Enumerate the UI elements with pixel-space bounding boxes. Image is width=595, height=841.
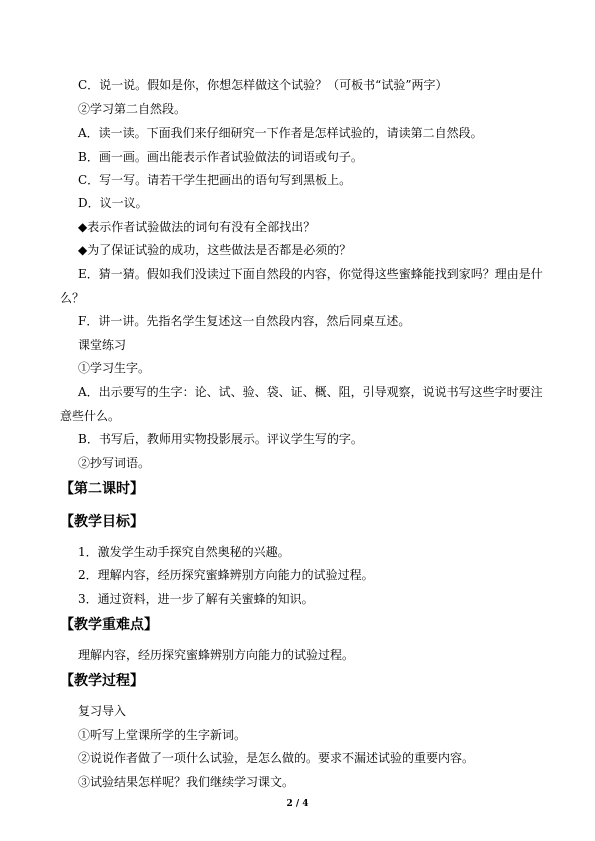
text-line: 意些什么。 — [60, 409, 121, 423]
section-heading: 【教学过程】 — [60, 673, 144, 689]
text-line: ②抄写词语。 — [78, 456, 151, 470]
section-heading: 【教学重难点】 — [60, 617, 158, 633]
text-line: A．读一读。下面我们来仔细研究一下作者是怎样试验的，请读第二自然段。 — [78, 126, 483, 140]
text-line: B．书写后，教师用实物投影展示。评议学生写的字。 — [78, 432, 363, 446]
text-line: 复习导入 — [78, 704, 127, 718]
text-line: 么？ — [60, 291, 85, 305]
section-heading: 【第二课时】 — [60, 481, 144, 497]
text-line: C．说一说。假如是你，你想怎样做这个试验？（可板书“试验”两字） — [78, 78, 448, 92]
text-line: 2．理解内容，经历探究蜜蜂辨别方向能力的试验过程。 — [78, 568, 374, 582]
text-line: 3．通过资料，进一步了解有关蜜蜂的知识。 — [78, 592, 314, 606]
text-line: 1．激发学生动手探究自然奥秘的兴趣。 — [78, 545, 290, 559]
text-line: A．出示要写的生字：论、试、验、袋、证、概、阻，引导观察，说说书写这些字时要注 — [78, 385, 543, 399]
page-number: 2 / 4 — [286, 799, 309, 809]
text-line: ①学习生字。 — [78, 361, 151, 375]
text-line: 理解内容，经历探究蜜蜂辨别方向能力的试验过程。 — [78, 648, 355, 662]
section-heading: 【教学目标】 — [60, 514, 144, 530]
text-line: ①听写上堂课所学的生字新词。 — [78, 728, 247, 742]
text-line: ③试验结果怎样呢？我们继续学习课文。 — [78, 775, 295, 789]
text-line: ◆为了保证试验的成功，这些做法是否都是必须的？ — [78, 243, 352, 257]
text-line: F．讲一讲。先指名学生复述这一自然段内容，然后同桌互述。 — [78, 314, 411, 328]
text-line: ②学习第二自然段。 — [78, 102, 187, 116]
text-line: ◆表示作者试验做法的词句有没有全部找出？ — [78, 220, 316, 234]
text-line: E．猜一猜。假如我们没读过下面自然段的内容，你觉得这些蜜蜂能找到家吗？理由是什 — [78, 267, 543, 281]
text-line: ②说说作者做了一项什么试验，是怎么做的。要求不漏述试验的重要内容。 — [78, 751, 475, 765]
text-line: 课堂练习 — [78, 338, 127, 352]
text-line: C．写一写。请若干学生把画出的语句写到黑板上。 — [78, 173, 352, 187]
text-line: D．议一议。 — [78, 196, 148, 210]
text-line: B．画一画。画出能表示作者试验做法的词语或句子。 — [78, 150, 363, 164]
